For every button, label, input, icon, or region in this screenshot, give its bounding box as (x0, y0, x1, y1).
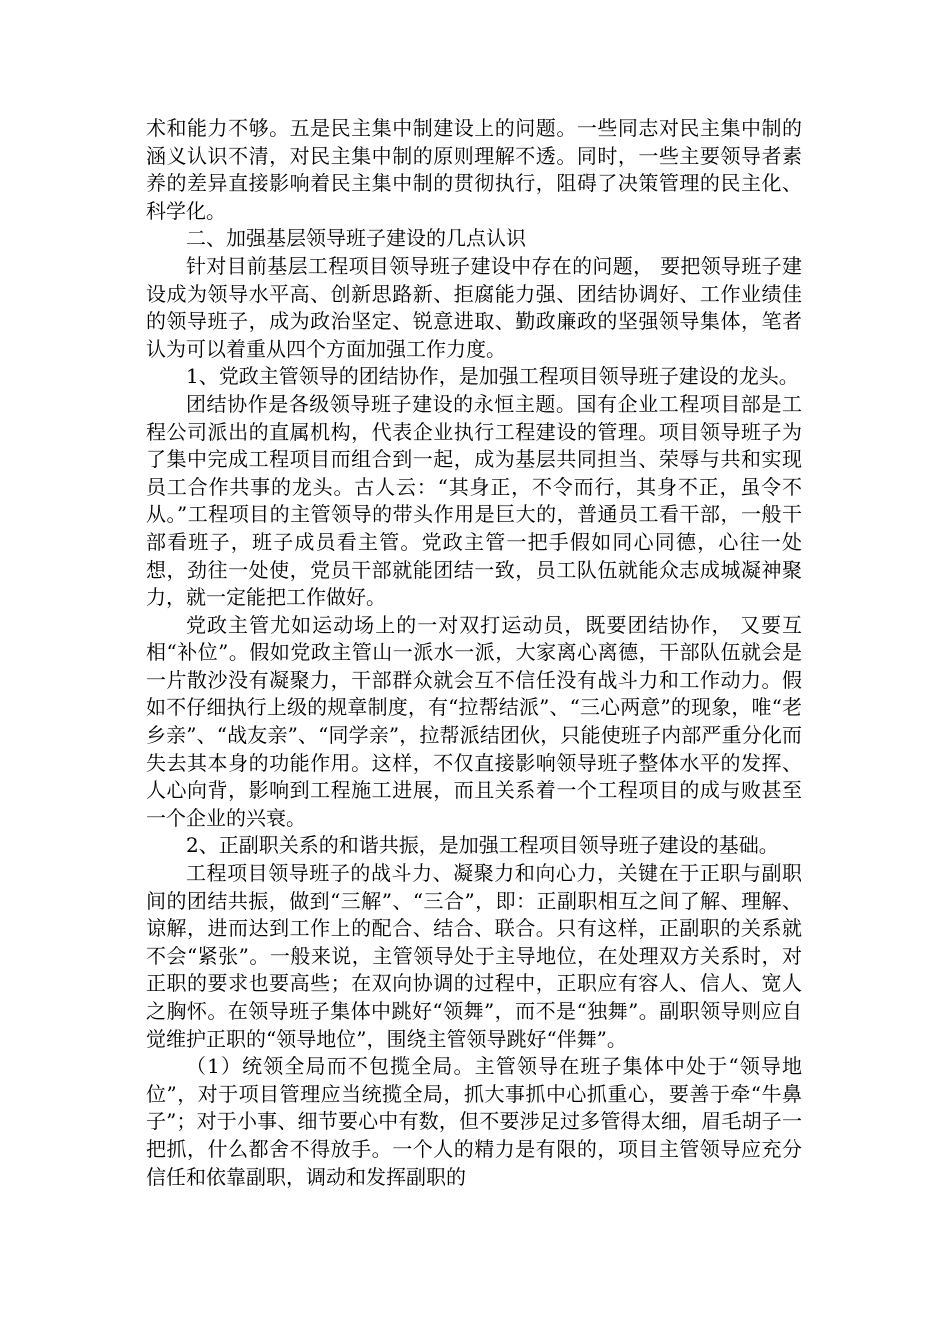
subsection-heading: 2、正副职关系的和谐共振，是加强工程项目领导班子建设的基础。 (186, 833, 779, 858)
subsection-heading: 1、党政主管领导的团结协作，是加强工程项目领导班子建设的龙头。 (186, 364, 799, 389)
paragraph: 党政主管尤如运动场上的一对双打运动员，既要团结协作， 又要互相“补位”。假如党政主管山一派水一派，大家离心离德，干部队伍就会是一片散沙没有凝聚力，干部群众就会互不信任没有战斗力和工作动力。假如不仔细执行上级的规章制度，有“拉帮结派”、“三心两意”的现象，唯“老乡亲”、“战友亲”、“同学亲”，拉帮派结团伙，只能使班子内部严重分化而失去其本身的功能作用。这样，不仅直接影响领导班子整体水平的发挥、人心向背，影响到工程施工进展，而且关系着一个工程项目的成与败甚至一个企业的兴衰。 (146, 612, 802, 830)
paragraph-continuation: 术和能力不够。五是民主集中制建设上的问题。一些同志对民主集中制的涵义认识不清，对民主集中制的原则理解不透。同时，一些主要领导者素养的差异直接影响着民主集中制的贯彻执行，阻碍了决策管理的民主化、科学化。 (146, 116, 802, 223)
paragraph: （1）统领全局而不包揽全局。主管领导在班子集体中处于“领导地位”，对于项目管理应当统揽全局，抓大事抓中心抓重心，要善于牵“牛鼻子”；对于小事、细节要心中有数，但不要涉足过多管得太细，眉毛胡子一把抓，什么都舍不得放手。一个人的精力是有限的，项目主管领导应充分信任和依靠副职，调动和发挥副职的 (146, 1054, 802, 1189)
document-body (146, 115, 802, 1191)
paragraph: 针对目前基层工程项目领导班子建设中存在的问题， 要把领导班子建设成为领导水平高、创新思路新、拒腐能力强、团结协调好、工作业绩佳的领导班子，成为政治坚定、锐意进取、勤政廉政的坚强领导集体，笔者认为可以着重从四个方面加强工作力度。 (146, 253, 802, 361)
paragraph: 工程项目领导班子的战斗力、凝聚力和向心力，关键在于正职与副职间的团结共振，做到“三解”、“三合”，即：正副职相互之间了解、理解、谅解，进而达到工作上的配合、结合、联合。只有这样，正副职的关系就不会“紧张”。一般来说，主管领导处于主导地位，在处理双方关系时，对正职的要求也要高些；在双向协调的过程中，正职应有容人、信人、宽人之胸怀。在领导班子集体中跳好“领舞”，而不是“独舞”。副职领导则应自觉维护正职的“领导地位”，围绕主管领导跳好“伴舞”。 (146, 861, 802, 1051)
section-heading: 二、加强基层领导班子建设的几点认识 (186, 226, 526, 251)
paragraph: 团结协作是各级领导班子建设的永恒主题。国有企业工程项目部是工程公司派出的直属机构，代表企业执行工程建设的管理。项目领导班子为了集中完成工程项目而组合到一起，成为基层共同担当、荣辱与共和实现员工合作共事的龙头。古人云：“其身正，不令而行，其身不正，虽令不从。”工程项目的主管领导的带头作用是巨大的，普通员工看干部，一般干部看班子，班子成员看主管。党政主管一把手假如同心同德，心往一处想，劲往一处使，党员干部就能团结一致，员工队伍就能众志成城凝神聚力，就一定能把工作做好。 (146, 391, 802, 610)
